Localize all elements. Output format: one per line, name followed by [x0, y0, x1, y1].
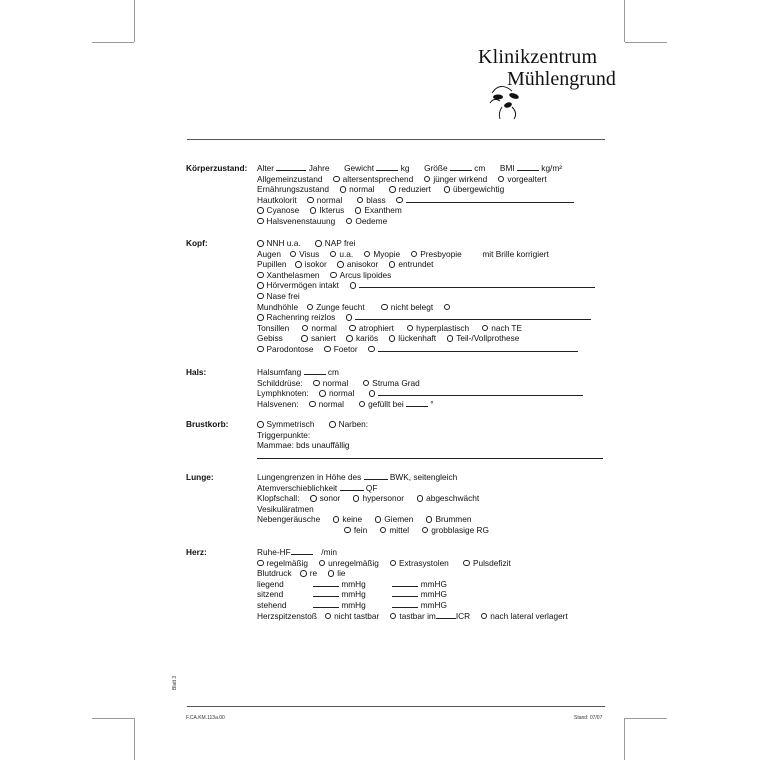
clinic-logo [478, 46, 616, 90]
option-label: Teil-/Vollprothese [456, 333, 520, 344]
option-label: Symmetrisch [266, 419, 315, 429]
radio-button[interactable] [389, 186, 396, 193]
logo-line-1: Klinikzentrum [478, 46, 598, 68]
option-label: hypersonor [362, 493, 404, 504]
field-label: Mundhöhle [257, 301, 299, 312]
option-label: jünger wirkend [433, 173, 488, 184]
option-label: Struma Grad [372, 377, 420, 388]
option-label: mit Brille korrigiert [482, 248, 549, 259]
radio-button[interactable] [313, 380, 320, 387]
sheet-number: Blatt 3 [172, 675, 178, 690]
radio-button[interactable] [407, 325, 414, 332]
option-label: nach TE [491, 322, 523, 333]
crop-mark [134, 0, 135, 42]
radio-button[interactable] [346, 314, 353, 321]
unit-label: ICR [455, 610, 471, 621]
unit-label: mmHg [341, 599, 366, 610]
radio-button[interactable] [482, 325, 489, 332]
header-rule [187, 139, 605, 140]
radio-button[interactable] [319, 560, 326, 567]
section-label: Lunge: [186, 472, 214, 482]
option-label: normal [322, 377, 349, 388]
option-label: Brummen [435, 514, 472, 525]
option-label: u.a. [339, 248, 354, 259]
field-label: Nebengeräusche [257, 514, 321, 525]
option-label: nicht belegt [390, 301, 434, 312]
option-label: Oedeme [355, 215, 388, 226]
field-label: Tonsillen [257, 322, 290, 333]
unit-label: BWK, seitengleich [389, 472, 458, 482]
option-label: normal [328, 388, 355, 399]
crop-mark [625, 42, 667, 43]
field-label: Herzspitzenstoß [257, 610, 317, 621]
option-label: Parodontose [266, 343, 314, 354]
option-label: Foetor [333, 343, 358, 354]
option-label: übergewichtig [453, 184, 505, 195]
form-date: Stand: 07/07 [574, 715, 603, 721]
option-label: Exanthem [364, 205, 402, 216]
radio-button[interactable] [380, 527, 387, 534]
field-label: Blutdruck [257, 568, 292, 579]
option-label: isokor [304, 259, 327, 270]
radio-button[interactable] [364, 251, 371, 258]
unit-label: Jahre [308, 163, 330, 173]
radio-button[interactable] [301, 335, 308, 342]
radio-button[interactable] [411, 251, 418, 258]
gewicht-input[interactable] [376, 163, 398, 171]
unit-label: /min [321, 547, 337, 557]
radio-button[interactable] [349, 325, 356, 332]
unit-label: cm [327, 367, 339, 377]
radio-button[interactable] [389, 335, 396, 342]
radio-button[interactable] [302, 325, 309, 332]
option-label: re [309, 568, 318, 579]
option-label: Giemen [384, 514, 414, 525]
option-label: Myopie [373, 248, 401, 259]
option-label: gefüllt bei [368, 398, 404, 409]
radio-button[interactable] [375, 516, 382, 523]
field-label: liegend [257, 578, 284, 589]
radio-button[interactable] [337, 261, 344, 268]
radio-button[interactable] [330, 251, 337, 258]
radio-button[interactable] [324, 346, 331, 353]
option-label: normal [316, 194, 343, 205]
unit-label: kg/m² [541, 163, 563, 173]
option-label: nicht tastbar [334, 610, 380, 621]
field-label: Augen [257, 248, 281, 259]
groesse-input[interactable] [450, 163, 472, 171]
field-label: Halsumfang [257, 367, 302, 377]
option-label: Presbyopie [420, 248, 462, 259]
unit-label: mmHG [420, 599, 447, 610]
unit-label: cm [474, 163, 486, 173]
field-label: Triggerpunkte: [257, 429, 311, 440]
radio-button[interactable] [333, 176, 340, 183]
section-label: Brustkorb: [186, 419, 229, 429]
radio-button[interactable] [498, 176, 505, 183]
option-label: Xanthelasmen [266, 269, 320, 280]
radio-button[interactable] [353, 495, 360, 502]
logo-line-2: Mühlengrund [507, 68, 616, 90]
radio-button[interactable] [424, 176, 431, 183]
radio-button[interactable] [368, 346, 375, 353]
radio-button[interactable] [257, 421, 264, 428]
crop-mark [92, 42, 134, 43]
field-label: Alter [257, 163, 275, 173]
option-label: Extrasystolen [399, 557, 449, 568]
radio-button[interactable] [346, 218, 353, 225]
radio-button[interactable] [257, 240, 264, 247]
option-label: reduziert [398, 184, 431, 195]
radio-button[interactable] [340, 186, 347, 193]
unit-label: mmHG [420, 578, 447, 589]
field-label: BMI [499, 163, 515, 173]
bmi-input[interactable] [517, 163, 539, 171]
radio-button[interactable] [257, 207, 264, 214]
option-label: kariös [355, 333, 379, 344]
radio-button[interactable] [350, 282, 357, 289]
radio-button[interactable] [363, 380, 370, 387]
option-label: Ikterus [319, 205, 345, 216]
field-label: Halsvenen: [257, 398, 299, 409]
liegend-lie-input[interactable] [392, 579, 418, 587]
field-label: Hautkolorit [257, 194, 297, 205]
radio-button[interactable] [319, 390, 326, 397]
option-label: blass [366, 194, 386, 205]
crop-mark [625, 718, 667, 719]
radio-button[interactable] [257, 272, 264, 279]
sitzend-lie-input[interactable] [392, 589, 418, 597]
option-label: abgeschwächt [426, 493, 480, 504]
field-label: Lungengrenzen in Höhe des [257, 472, 362, 482]
radio-button[interactable] [257, 218, 264, 225]
option-label: Arcus lipoides [339, 269, 392, 280]
unit-label: QF [365, 482, 378, 493]
option-label: saniert [310, 333, 336, 344]
unit-label: kg [400, 163, 410, 173]
option-label: regelmäßig [266, 557, 309, 568]
radio-button[interactable] [329, 421, 336, 428]
option-label: Hörvermögen intakt [266, 280, 339, 291]
radio-button[interactable] [300, 570, 307, 577]
option-label: Zunge feucht [316, 301, 365, 312]
radio-button[interactable] [444, 304, 451, 311]
radio-button[interactable] [389, 261, 396, 268]
option-label: mittel [389, 524, 410, 535]
option-label: Narben: [338, 419, 369, 429]
footer-rule [187, 706, 605, 707]
option-label: NAP frei [324, 238, 356, 248]
mill-icon [486, 83, 530, 125]
radio-button[interactable] [417, 495, 424, 502]
field-label: Schilddrüse: [257, 377, 303, 388]
radio-button[interactable] [295, 261, 302, 268]
unit-label: mmHG [420, 589, 447, 600]
option-label: Rachenring reizlos [266, 312, 336, 323]
field-label: Klopfschall: [257, 493, 300, 504]
radio-button[interactable] [357, 197, 364, 204]
qf-input[interactable] [340, 483, 364, 491]
radio-button[interactable] [369, 390, 376, 397]
option-label: vorgealtert [507, 173, 547, 184]
field-label: Pupillen [257, 259, 287, 270]
option-label: altersentsprechend [342, 173, 414, 184]
radio-button[interactable] [257, 346, 264, 353]
option-label: Visus [299, 248, 320, 259]
field-label: Atemverschieblichkeit [257, 482, 338, 493]
option-label: nach lateral verlagert [490, 610, 568, 621]
option-label: Cyanose [266, 205, 300, 216]
option-label: entrundet [398, 259, 434, 270]
radio-button[interactable] [355, 207, 362, 214]
radio-button[interactable] [257, 314, 264, 321]
field-label: Gewicht [344, 163, 375, 173]
radio-button[interactable] [290, 251, 297, 258]
crop-mark [624, 718, 625, 760]
radio-button[interactable] [307, 197, 314, 204]
option-label: hyperplastisch [416, 322, 470, 333]
field-label: Lymphknoten: [257, 388, 309, 399]
halsumfang-input[interactable] [304, 367, 326, 375]
radio-button[interactable] [310, 495, 317, 502]
option-label: keine [342, 514, 363, 525]
field-label: stehend [257, 599, 287, 610]
radio-button[interactable] [257, 282, 264, 289]
unit-label: ° [430, 398, 434, 409]
alter-input[interactable] [276, 163, 306, 171]
option-label: Pulsdefizit [472, 557, 511, 568]
option-label: Halsvenenstauung [266, 215, 336, 226]
radio-button[interactable] [390, 613, 397, 620]
icr-input[interactable] [436, 611, 456, 619]
option-label: atrophiert [358, 322, 394, 333]
crop-mark [624, 0, 625, 42]
radio-button[interactable] [315, 240, 322, 247]
sitzend-re-input[interactable] [313, 589, 339, 597]
radio-button[interactable] [310, 207, 317, 214]
gebiss-other-input[interactable] [378, 344, 578, 352]
option-label: anisokor [346, 259, 379, 270]
liegend-re-input[interactable] [313, 579, 339, 587]
section-label: Herz: [186, 547, 207, 557]
option-label: Nase frei [266, 290, 300, 301]
brustkorb-notes-input[interactable] [257, 456, 603, 459]
stehend-re-input[interactable] [313, 600, 339, 608]
radio-button[interactable] [481, 613, 488, 620]
option-label: normal [318, 398, 345, 409]
radio-button[interactable] [333, 516, 340, 523]
radio-button[interactable] [447, 335, 454, 342]
stehend-lie-input[interactable] [392, 600, 418, 608]
radio-button[interactable] [463, 560, 470, 567]
crop-mark [92, 718, 134, 719]
gefuellt-input[interactable] [406, 399, 428, 407]
lymphknoten-other-input[interactable] [378, 388, 583, 396]
option-label: sonor [319, 493, 341, 504]
field-label: sitzend [257, 589, 284, 600]
radio-button[interactable] [390, 560, 397, 567]
hoervermoegen-other-input[interactable] [359, 280, 595, 288]
form-code: F.CA.KM.113a.00 [186, 715, 225, 721]
radio-button[interactable] [307, 304, 314, 311]
section-label: Körperzustand: [186, 163, 248, 173]
option-label: unregelmäßig [328, 557, 379, 568]
radio-button[interactable] [328, 570, 335, 577]
section-label: Kopf: [186, 238, 208, 248]
option-label: tastbar im [399, 610, 436, 621]
radio-button[interactable] [325, 613, 332, 620]
radio-button[interactable] [381, 304, 388, 311]
radio-button[interactable] [426, 516, 433, 523]
radio-button[interactable] [346, 335, 353, 342]
field-label: Vesikuläratmen [257, 503, 314, 514]
radio-button[interactable] [257, 293, 264, 300]
field-label: Mammae: bds unauffällig [257, 440, 350, 451]
radio-button[interactable] [257, 560, 264, 567]
crop-mark [134, 718, 135, 760]
field-label: Ruhe-HF [257, 547, 291, 557]
field-label: Größe [424, 163, 448, 173]
field-label: Ernährungszustand [257, 184, 329, 195]
radio-button[interactable] [396, 197, 403, 204]
rachenring-other-input[interactable] [355, 312, 591, 320]
section-label: Hals: [186, 367, 207, 377]
hautkolorit-other-input[interactable] [406, 195, 574, 203]
option-label: NNH u.a. [266, 238, 301, 248]
option-label: normal [311, 322, 337, 333]
option-label: fein [353, 524, 368, 535]
field-label: Gebiss [257, 333, 283, 344]
radio-button[interactable] [344, 527, 351, 534]
bwk-input[interactable] [364, 472, 388, 480]
radio-button[interactable] [309, 401, 316, 408]
option-label: lie [337, 568, 346, 579]
option-label: normal [349, 184, 375, 195]
radio-button[interactable] [359, 401, 366, 408]
radio-button[interactable] [444, 186, 451, 193]
unit-label: mmHg [341, 578, 366, 589]
option-label: grobblasige RG [431, 524, 489, 535]
ruhehf-input[interactable] [291, 547, 313, 555]
radio-button[interactable] [422, 527, 429, 534]
option-label: lückenhaft [398, 333, 437, 344]
field-label: Allgemeinzustand [257, 173, 323, 184]
radio-button[interactable] [330, 272, 337, 279]
unit-label: mmHg [341, 589, 366, 600]
